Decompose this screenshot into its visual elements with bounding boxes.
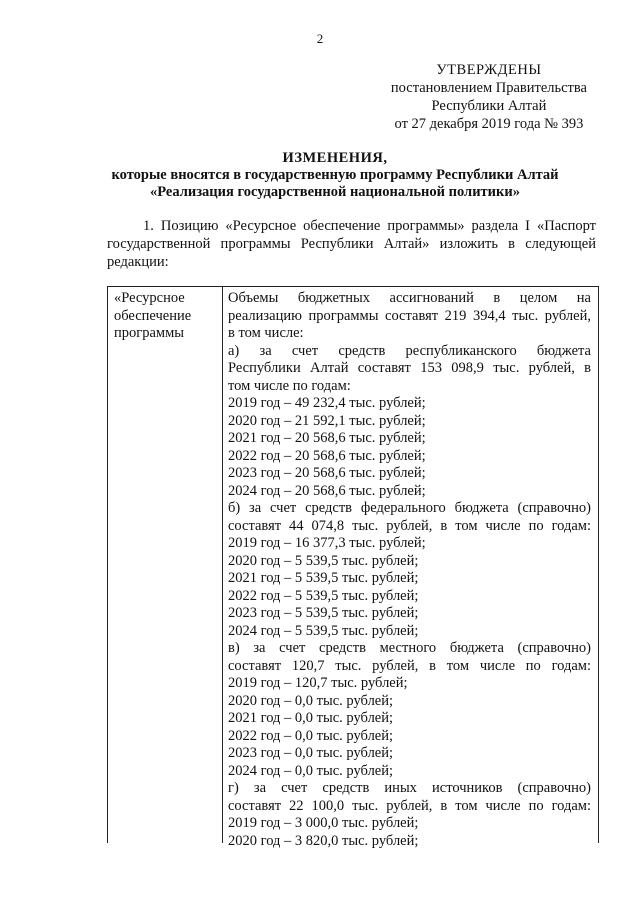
left-cell-line: программы [114,325,184,341]
document-title [70,150,600,201]
right-cell-line: 2022 год – 0,0 тыс. рублей; [228,727,394,744]
intro-line-2: государственной программы Республики Алтай» изложить в следующей [107,236,596,252]
right-cell-line: 2022 год – 5 539,5 тыс. рублей; [228,587,419,604]
right-cell-line: 2024 год – 5 539,5 тыс. рублей; [228,622,419,639]
right-cell-line: 2019 год – 3 000,0 тыс. рублей; [228,815,419,831]
right-cell-line: 2021 год – 0,0 тыс. рублей; [228,710,394,726]
resource-table [107,286,599,849]
right-cell-line: 2021 год – 20 568,6 тыс. рублей; [228,430,426,446]
left-cell-line: «Ресурсное [114,290,185,306]
approval-stamp [391,61,587,133]
table-left-cell [114,290,218,343]
intro-line-3: редакции: [107,254,169,270]
left-cell-line: обеспечение [114,307,192,324]
right-cell-line: 2021 год – 5 539,5 тыс. рублей; [228,570,419,586]
table-right-cell [228,290,591,850]
right-cell-line: 2019 год – 16 377,3 тыс. рублей; [228,535,426,551]
right-cell-line: составят 44 074,8 тыс. рублей, в том числе по годам: [228,517,591,534]
right-cell-line: 2020 год – 0,0 тыс. рублей; [228,692,394,709]
right-cell-line: г) за счет средств иных источников (справочно) [228,780,591,796]
right-cell-line: составят 22 100,0 тыс. рублей, в том числе по годам: [228,797,591,814]
right-cell-line: том числе по годам: [228,377,351,394]
approval-line-2: Республики Алтай [431,98,547,114]
column-divider [222,287,223,843]
right-cell-line: 2020 год – 3 820,0 тыс. рублей; [228,832,419,849]
right-cell-line: Республики Алтай составят 153 098,9 тыс. рублей, в [228,360,591,376]
title-line-2: которые вносятся в государственную программу Республики Алтай [111,167,559,183]
approval-heading: УТВЕРЖДЕНЫ [436,62,542,78]
right-cell-line: в) за счет средств местного бюджета (справочно) [228,640,591,656]
right-cell-line: 2024 год – 20 568,6 тыс. рублей; [228,482,426,499]
right-cell-line: 2019 год – 120,7 тыс. рублей; [228,675,408,691]
right-cell-line: а) за счет средств республиканского бюджета [228,342,591,359]
approval-line-3: от 27 декабря 2019 года № 393 [394,116,584,132]
right-cell-line: составят 120,7 тыс. рублей, в том числе по годам: [228,657,591,674]
right-cell-line: в том числе: [228,325,304,341]
right-cell-line: 2023 год – 5 539,5 тыс. рублей; [228,605,419,621]
right-cell-line: 2024 год – 0,0 тыс. рублей; [228,762,394,779]
right-cell-line: 2020 год – 5 539,5 тыс. рублей; [228,552,419,569]
title-line-3: «Реализация государственной национальной политики» [150,184,520,200]
intro-paragraph [107,217,596,271]
right-cell-line: 2019 год – 49 232,4 тыс. рублей; [228,395,426,411]
title-line-1: ИЗМЕНЕНИЯ, [282,150,388,166]
right-cell-line: Объемы бюджетных ассигнований в целом на [228,290,591,306]
right-cell-line: 2020 год – 21 592,1 тыс. рублей; [228,412,426,429]
intro-line-1: 1. Позицию «Ресурсное обеспечение программы» раздела I «Паспорт [143,218,596,234]
right-cell-line: реализацию программы составят 219 394,4 тыс. рублей, [228,307,591,324]
right-cell-line: 2023 год – 0,0 тыс. рублей; [228,745,394,761]
approval-line-1: постановлением Правительства [390,80,587,96]
right-cell-line: 2023 год – 20 568,6 тыс. рублей; [228,465,426,481]
right-cell-line: 2022 год – 20 568,6 тыс. рублей; [228,447,426,464]
page-number: 2 [316,31,324,46]
right-cell-line: б) за счет средств федерального бюджета (справочно) [228,500,591,516]
